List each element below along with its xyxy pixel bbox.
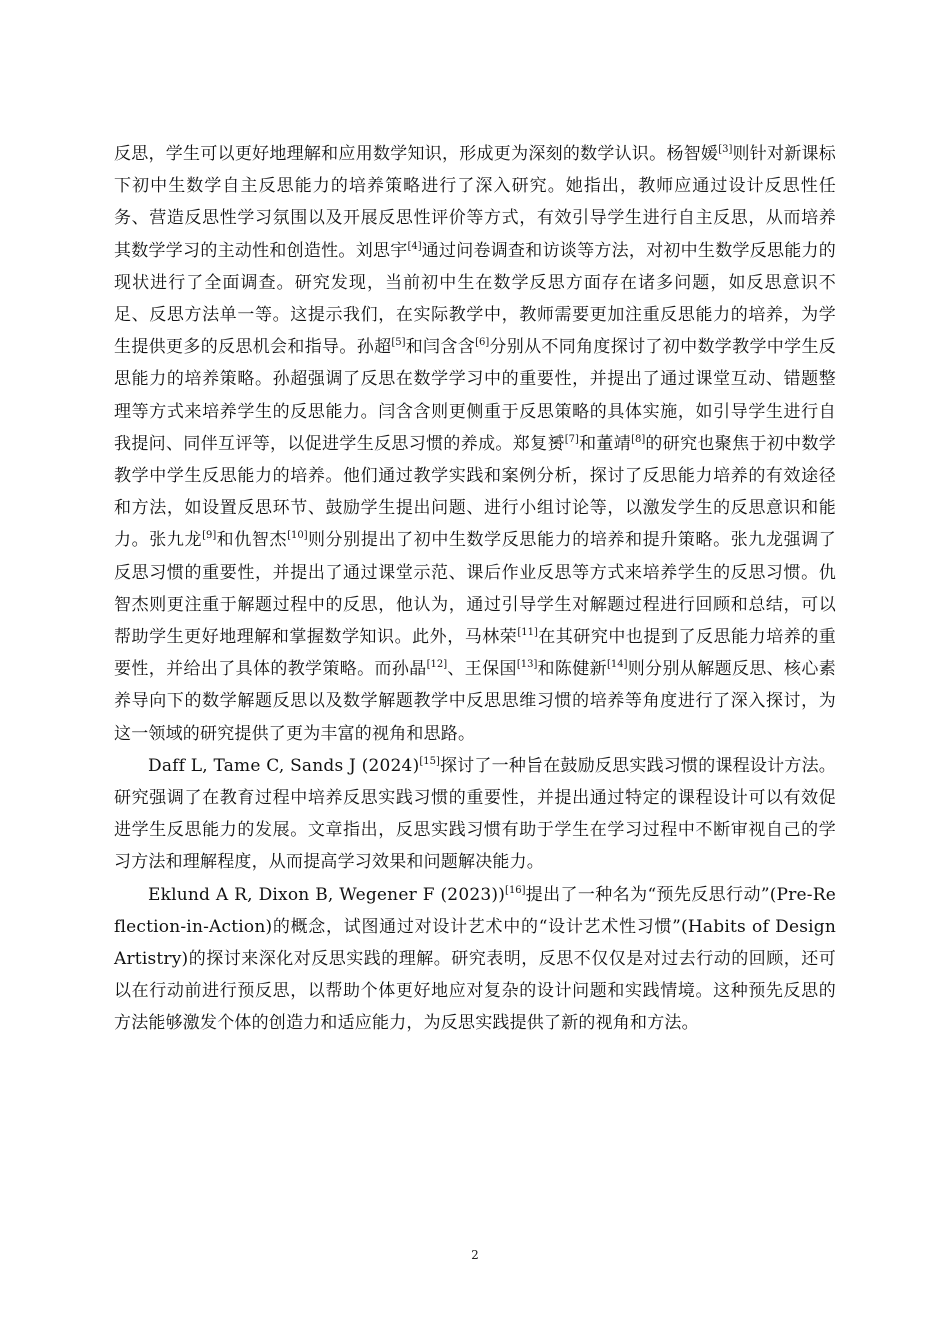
citation-mark: [6] bbox=[475, 337, 490, 349]
citation-mark: [10] bbox=[287, 530, 308, 542]
citation-mark: [15] bbox=[419, 755, 440, 767]
text-run: 则针对新课标下初中生数学自主反思能力的培养策略进行了深入研究。她指出，教师应通过设计反思性任务、营造反思性学习氛围以及开展反思性评价等方式，有效引导学生进行自主反思，从而培养其数学学习的主动性和创造性。刘思宇 bbox=[114, 144, 837, 261]
text-run: 和仇智杰 bbox=[216, 530, 288, 551]
citation-mark: [16] bbox=[505, 884, 526, 896]
citation-mark: [11] bbox=[517, 627, 538, 639]
text-run: 则分别提出了初中生数学反思能力的培养和提升策略。张九龙强调了反思习惯的重要性，并提出了通过课堂示范、课后作业反思等方式来培养学生的反思习惯。仇智杰则更注重于解题过程中的反思，他认为，通过引导学生对解题过程进行回顾和总结，可以帮助学生更好地理解和掌握数学知识。此外，马林荣 bbox=[114, 530, 837, 648]
citation-mark: [9] bbox=[202, 530, 217, 542]
citation-mark: [13] bbox=[516, 659, 538, 671]
text-run: 则分别从解题反思、核心素养导向下的数学解题反思以及数学解题教学中反思思维习惯的培养等角度进行了深入探讨，为这一领域的研究提供了更为丰富的视角和思路。 bbox=[114, 659, 836, 744]
text-run: 提出了一种名为“预先反思行动”(Pre-Reflection-in-Action)的概念，试图通过对设计艺术中的“设计艺术性习惯”(Habits of Design Artistry)的探讨来深化对反思实践的理解。研究表明，反思不仅仅是对过去行动的回顾，还可以在行动前进行预反思，以帮助个体更好地应对复杂的设计问题和实践情境。这种预先反思的方法能够激发个体的创造力和适应能力，为反思实践提供了新的视角和方法。 bbox=[114, 884, 836, 1034]
text-run: 的研究也聚焦于初中数学教学中学生反思能力的培养。他们通过教学实践和案例分析，探讨了反思能力培养的有效途径和方法，如设置反思环节、鼓励学生提出问题、进行小组讨论等，以激发学生的反思意识和能力。张九龙 bbox=[114, 433, 836, 551]
text-run: 分别从不同角度探讨了初中数学教学中学生反思能力的培养策略。孙超强调了反思在数学学习中的重要性，并提出了通过课堂互动、错题整理等方式来培养学生的反思能力。闫含含则更侧重于反思策略的具体实施，如引导学生进行自我提问、同伴互评等，以促进学生反思习惯的养成。郑复赟 bbox=[114, 337, 837, 454]
text-run: 、王保国 bbox=[447, 659, 517, 680]
text-run: Daff L, Tame C, Sands J (2024) bbox=[148, 755, 420, 776]
text-run: 和闫含含 bbox=[405, 337, 476, 358]
text-run: 通过问卷调查和访谈等方法，对初中生数学反思能力的现状进行了全面调查。研究发现，当前初中生在数学反思方面存在诸多问题，如反思意识不足、反思方法单一等。这提示我们，在实际教学中，教师需要更加注重反思能力的培养，为学生提供更多的反思机会和指导。孙超 bbox=[114, 240, 836, 358]
citation-mark: [14] bbox=[607, 659, 628, 671]
page-number: 2 bbox=[471, 1248, 479, 1262]
text-run: 反思，学生可以更好地理解和应用数学知识，形成更为深刻的数学认识。杨智媛 bbox=[114, 144, 719, 164]
text-run: 和董靖 bbox=[578, 433, 632, 454]
document-body bbox=[114, 138, 836, 1040]
citation-mark: [7] bbox=[564, 433, 579, 445]
paragraph-3 bbox=[114, 879, 836, 1040]
citation-mark: [8] bbox=[631, 433, 646, 445]
paragraph-2 bbox=[114, 750, 836, 879]
citation-mark: [4] bbox=[407, 240, 422, 252]
citation-mark: [5] bbox=[391, 337, 406, 349]
text-run: 探讨了一种旨在鼓励反思实践习惯的课程设计方法。研究强调了在教育过程中培养反思实践习惯的重要性，并提出通过特定的课程设计可以有效促进学生反思能力的发展。文章指出，反思实践习惯有助于学生在学习过程中不断审视自己的学习方法和理解程度，从而提高学习效果和问题解决能力。 bbox=[114, 755, 836, 873]
paragraph-1 bbox=[114, 138, 836, 750]
text-run: Eklund A R, Dixon B, Wegener F (2023)) bbox=[148, 884, 506, 905]
text-run: 和陈健新 bbox=[537, 659, 608, 680]
citation-mark: [3] bbox=[718, 144, 733, 155]
text-run: 在其研究中也提到了反思能力培养的重要性，并给出了具体的教学策略。而孙晶 bbox=[114, 627, 836, 680]
citation-mark: [12] bbox=[426, 659, 448, 671]
